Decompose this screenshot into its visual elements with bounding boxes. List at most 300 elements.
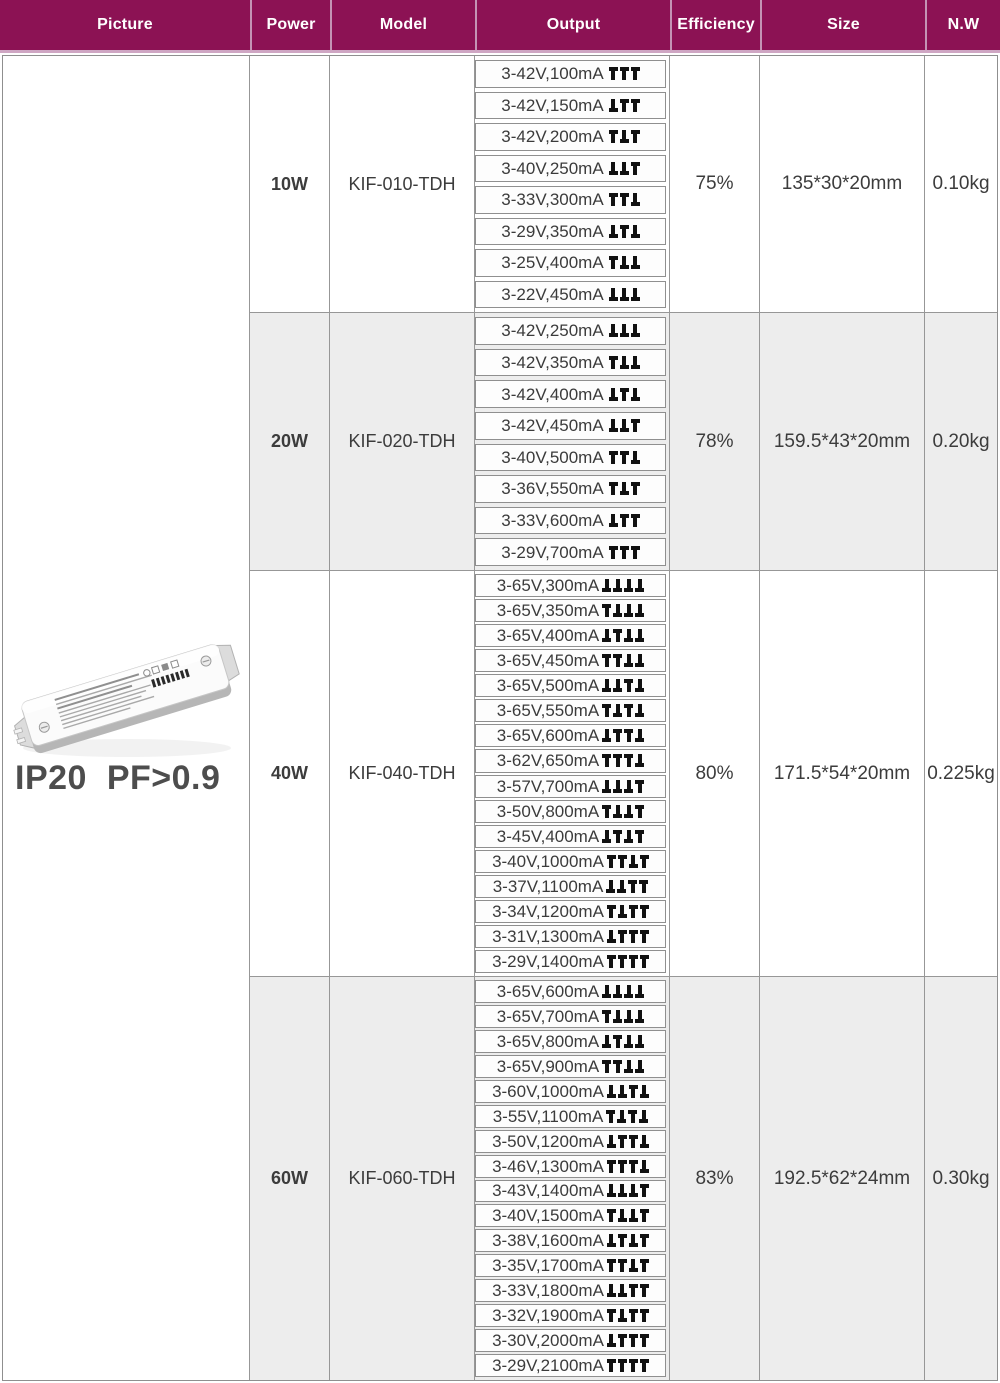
output-option xyxy=(475,980,666,1003)
output-label: 3-65V,300mA xyxy=(496,576,600,596)
output-option xyxy=(475,574,666,597)
model-cell: KIF-010-TDH xyxy=(330,56,475,313)
dip-up-icon xyxy=(618,1135,627,1148)
dip-down-icon xyxy=(620,130,629,143)
dip-up-icon xyxy=(609,130,618,143)
dip-down-icon xyxy=(607,1135,616,1148)
dip-switch-icon xyxy=(602,830,644,843)
dip-up-icon xyxy=(613,729,622,742)
power-cell: 10W xyxy=(250,56,330,313)
model-cell: KIF-020-TDH xyxy=(330,313,475,571)
output-option xyxy=(475,749,666,772)
dip-up-icon xyxy=(629,1309,638,1322)
dip-up-icon xyxy=(620,67,629,80)
dip-down-icon xyxy=(629,1259,638,1272)
dip-down-icon xyxy=(602,830,611,843)
dip-down-icon xyxy=(631,225,640,238)
dip-down-icon xyxy=(631,288,640,301)
dip-up-icon xyxy=(631,130,640,143)
dip-down-icon xyxy=(635,654,644,667)
output-label: 3-29V,700mA xyxy=(501,542,604,562)
output-option xyxy=(475,155,666,183)
dip-up-icon xyxy=(640,1234,649,1247)
efficiency-cell: 80% xyxy=(670,571,760,977)
dip-up-icon xyxy=(629,1359,638,1372)
dip-down-icon xyxy=(624,1010,633,1023)
dip-up-icon xyxy=(618,1334,627,1347)
dip-down-icon xyxy=(624,629,633,642)
dip-up-icon xyxy=(628,1110,637,1123)
nw-cell: 0.20kg xyxy=(925,313,997,571)
output-label: 3-65V,600mA xyxy=(496,726,600,746)
output-label: 3-29V,1400mA xyxy=(492,951,604,971)
dip-down-icon xyxy=(613,1010,622,1023)
dip-up-icon xyxy=(618,1359,627,1372)
dip-down-icon xyxy=(629,1234,638,1247)
dip-up-icon xyxy=(620,99,629,112)
dip-down-icon xyxy=(618,1209,627,1222)
output-option xyxy=(475,674,666,697)
output-label: 3-65V,400mA xyxy=(496,626,600,646)
output-label: 3-33V,600mA xyxy=(501,511,604,531)
output-label: 3-62V,650mA xyxy=(496,751,600,771)
dip-down-icon xyxy=(613,780,622,793)
dip-switch-icon xyxy=(602,985,644,998)
dip-switch-icon xyxy=(609,514,640,527)
dip-switch-icon xyxy=(609,451,640,464)
dip-down-icon xyxy=(606,880,615,893)
dip-up-icon xyxy=(613,1060,622,1073)
size-cell: 192.5*62*24mm xyxy=(760,977,925,1380)
dip-switch-icon xyxy=(607,1160,649,1173)
dip-down-icon xyxy=(602,579,611,592)
dip-switch-icon xyxy=(609,67,640,80)
dip-down-icon xyxy=(609,324,618,337)
output-option xyxy=(475,1354,666,1377)
output-option xyxy=(475,825,666,848)
dip-down-icon xyxy=(635,1010,644,1023)
output-label: 3-30V,2000mA xyxy=(492,1331,604,1351)
dip-down-icon xyxy=(618,905,627,918)
dip-up-icon xyxy=(631,546,640,559)
output-label: 3-65V,500mA xyxy=(496,676,600,696)
efficiency-cell: 75% xyxy=(670,56,760,313)
output-option xyxy=(475,1279,666,1302)
output-label: 3-45V,400mA xyxy=(496,826,600,846)
dip-up-icon xyxy=(635,780,644,793)
header-size: Size xyxy=(760,0,925,50)
dip-switch-icon xyxy=(607,1184,649,1197)
model-cell: KIF-060-TDH xyxy=(330,977,475,1380)
dip-up-icon xyxy=(618,930,627,943)
output-option xyxy=(475,1030,666,1053)
output-label: 3-65V,600mA xyxy=(496,981,600,1001)
dip-up-icon xyxy=(607,855,616,868)
dip-up-icon xyxy=(620,451,629,464)
header-model: Model xyxy=(330,0,475,50)
dip-up-icon xyxy=(631,99,640,112)
dip-up-icon xyxy=(609,356,618,369)
output-option xyxy=(475,900,666,923)
dip-switch-icon xyxy=(607,1209,649,1222)
dip-switch-icon xyxy=(609,130,640,143)
dip-up-icon xyxy=(624,754,633,767)
output-option xyxy=(475,1204,666,1227)
dip-up-icon xyxy=(602,654,611,667)
dip-up-icon xyxy=(609,256,618,269)
dip-up-icon xyxy=(624,679,633,692)
dip-switch-icon xyxy=(607,1359,649,1372)
output-label: 3-31V,1300mA xyxy=(492,926,604,946)
dip-up-icon xyxy=(602,754,611,767)
output-label: 3-65V,900mA xyxy=(496,1056,600,1076)
dip-up-icon xyxy=(602,805,611,818)
dip-down-icon xyxy=(613,805,622,818)
output-option xyxy=(475,1105,666,1128)
dip-up-icon xyxy=(629,955,638,968)
efficiency-cell: 78% xyxy=(670,313,760,571)
dip-up-icon xyxy=(640,955,649,968)
nw-cell: 0.10kg xyxy=(925,56,997,313)
dip-up-icon xyxy=(607,905,616,918)
dip-down-icon xyxy=(613,704,622,717)
output-label: 3-29V,2100mA xyxy=(492,1356,604,1376)
dip-up-icon xyxy=(629,1085,638,1098)
model-cell: KIF-040-TDH xyxy=(330,571,475,977)
output-option xyxy=(475,317,666,345)
output-label: 3-50V,1200mA xyxy=(492,1131,604,1151)
header-power: Power xyxy=(250,0,330,50)
dip-switch-icon xyxy=(607,1234,649,1247)
size-cell: 171.5*54*20mm xyxy=(760,571,925,977)
dip-up-icon xyxy=(620,193,629,206)
dip-up-icon xyxy=(609,451,618,464)
output-option xyxy=(475,1005,666,1028)
dip-down-icon xyxy=(620,162,629,175)
dip-down-icon xyxy=(620,324,629,337)
dip-up-icon xyxy=(618,955,627,968)
dip-down-icon xyxy=(618,1085,627,1098)
dip-up-icon xyxy=(620,546,629,559)
output-label: 3-65V,450mA xyxy=(496,651,600,671)
dip-up-icon xyxy=(631,419,640,432)
header-efficiency: Efficiency xyxy=(670,0,760,50)
dip-down-icon xyxy=(602,1035,611,1048)
dip-down-icon xyxy=(631,256,640,269)
dip-down-icon xyxy=(629,1209,638,1222)
dip-switch-icon xyxy=(609,356,640,369)
dip-down-icon xyxy=(617,1110,626,1123)
dip-down-icon xyxy=(609,388,618,401)
dip-switch-icon xyxy=(609,288,640,301)
dip-down-icon xyxy=(640,1135,649,1148)
dip-switch-icon xyxy=(602,654,644,667)
dip-down-icon xyxy=(624,654,633,667)
dip-up-icon xyxy=(640,930,649,943)
dip-down-icon xyxy=(635,985,644,998)
picture-cell xyxy=(3,56,250,1380)
dip-up-icon xyxy=(631,162,640,175)
dip-up-icon xyxy=(618,855,627,868)
output-label: 3-42V,250mA xyxy=(501,321,604,341)
dip-up-icon xyxy=(640,1284,649,1297)
output-option xyxy=(475,538,666,566)
dip-switch-icon xyxy=(602,579,644,592)
output-option xyxy=(475,249,666,277)
output-label: 3-50V,800mA xyxy=(496,801,600,821)
output-label: 3-34V,1200mA xyxy=(492,901,604,921)
dip-down-icon xyxy=(607,1284,616,1297)
dip-down-icon xyxy=(602,629,611,642)
dip-switch-icon xyxy=(607,1309,649,1322)
size-cell: 159.5*43*20mm xyxy=(760,313,925,571)
output-label: 3-40V,1000mA xyxy=(492,851,604,871)
dip-switch-icon xyxy=(602,780,644,793)
dip-down-icon xyxy=(609,99,618,112)
dip-down-icon xyxy=(624,604,633,617)
ip-rating-caption: IP20 PF>0.9 xyxy=(15,759,221,797)
output-label: 3-42V,350mA xyxy=(501,352,604,372)
dip-up-icon xyxy=(607,1359,616,1372)
dip-up-icon xyxy=(629,905,638,918)
output-label: 3-22V,450mA xyxy=(501,284,604,304)
output-label: 3-40V,1500mA xyxy=(492,1206,604,1226)
dip-down-icon xyxy=(602,679,611,692)
output-option xyxy=(475,281,666,309)
dip-switch-icon xyxy=(602,1035,644,1048)
dip-down-icon xyxy=(620,256,629,269)
dip-down-icon xyxy=(624,1035,633,1048)
output-option xyxy=(475,1254,666,1277)
dip-down-icon xyxy=(635,1035,644,1048)
dip-switch-icon xyxy=(607,1135,649,1148)
dip-down-icon xyxy=(624,579,633,592)
dip-up-icon xyxy=(618,1234,627,1247)
output-label: 3-32V,1900mA xyxy=(492,1306,604,1326)
output-option xyxy=(475,1180,666,1203)
output-option xyxy=(475,1329,666,1352)
dip-up-icon xyxy=(613,830,622,843)
dip-switch-icon xyxy=(602,805,644,818)
dip-down-icon xyxy=(631,451,640,464)
dip-down-icon xyxy=(635,604,644,617)
dip-down-icon xyxy=(629,1184,638,1197)
output-option xyxy=(475,412,666,440)
output-label: 3-37V,1100mA xyxy=(492,876,604,896)
dip-down-icon xyxy=(631,193,640,206)
dip-down-icon xyxy=(607,1234,616,1247)
nw-cell: 0.225kg xyxy=(925,571,997,977)
output-label: 3-40V,500mA xyxy=(501,447,604,467)
dip-up-icon xyxy=(629,1284,638,1297)
dip-up-icon xyxy=(618,1160,627,1173)
header-nw: N.W xyxy=(925,0,1000,50)
dip-down-icon xyxy=(607,1334,616,1347)
dip-up-icon xyxy=(624,729,633,742)
output-label: 3-65V,350mA xyxy=(496,601,600,621)
dip-down-icon xyxy=(609,162,618,175)
dip-up-icon xyxy=(613,629,622,642)
dip-up-icon xyxy=(640,1309,649,1322)
dip-switch-icon xyxy=(607,1259,649,1272)
dip-down-icon xyxy=(635,1060,644,1073)
dip-switch-icon xyxy=(609,482,640,495)
dip-up-icon xyxy=(635,830,644,843)
dip-up-icon xyxy=(620,225,629,238)
output-option xyxy=(475,850,666,873)
dip-up-icon xyxy=(629,1135,638,1148)
dip-up-icon xyxy=(629,1334,638,1347)
dip-up-icon xyxy=(618,1259,627,1272)
dip-down-icon xyxy=(618,1309,627,1322)
output-cell xyxy=(475,313,670,571)
dip-switch-icon xyxy=(607,930,649,943)
output-label: 3-42V,100mA xyxy=(501,64,604,84)
output-option xyxy=(475,775,666,798)
dip-up-icon xyxy=(629,1160,638,1173)
dip-switch-icon xyxy=(609,225,640,238)
dip-up-icon xyxy=(607,1259,616,1272)
dip-down-icon xyxy=(635,704,644,717)
dip-down-icon xyxy=(624,830,633,843)
dip-switch-icon xyxy=(602,704,644,717)
dip-switch-icon xyxy=(609,162,640,175)
output-option xyxy=(475,699,666,722)
dip-switch-icon xyxy=(607,1284,649,1297)
dip-down-icon xyxy=(635,729,644,742)
dip-up-icon xyxy=(620,388,629,401)
dip-up-icon xyxy=(640,1359,649,1372)
output-option xyxy=(475,444,666,472)
output-cell xyxy=(475,56,670,313)
dip-down-icon xyxy=(620,419,629,432)
dip-up-icon xyxy=(602,1060,611,1073)
output-label: 3-36V,550mA xyxy=(501,479,604,499)
output-label: 3-42V,400mA xyxy=(501,384,604,404)
nw-cell: 0.30kg xyxy=(925,977,997,1380)
output-label: 3-46V,1300mA xyxy=(492,1156,604,1176)
output-label: 3-40V,250mA xyxy=(501,158,604,178)
output-option xyxy=(475,624,666,647)
dip-up-icon xyxy=(631,514,640,527)
dip-switch-icon xyxy=(609,388,640,401)
dip-down-icon xyxy=(613,579,622,592)
dip-down-icon xyxy=(635,679,644,692)
output-label: 3-42V,200mA xyxy=(501,127,604,147)
dip-down-icon xyxy=(635,629,644,642)
output-option xyxy=(475,1229,666,1252)
dip-down-icon xyxy=(640,1085,649,1098)
dip-up-icon xyxy=(609,193,618,206)
dip-up-icon xyxy=(635,805,644,818)
dip-up-icon xyxy=(613,1035,622,1048)
dip-switch-icon xyxy=(607,1085,649,1098)
output-option xyxy=(475,649,666,672)
output-option xyxy=(475,1055,666,1078)
dip-switch-icon xyxy=(602,1060,644,1073)
efficiency-cell: 83% xyxy=(670,977,760,1380)
product-image xyxy=(7,612,245,782)
dip-up-icon xyxy=(640,1334,649,1347)
dip-switch-icon xyxy=(609,99,640,112)
dip-switch-icon xyxy=(609,419,640,432)
output-label: 3-55V,1100mA xyxy=(492,1106,604,1126)
output-option xyxy=(475,724,666,747)
dip-up-icon xyxy=(624,704,633,717)
dip-down-icon xyxy=(607,1184,616,1197)
dip-up-icon xyxy=(640,1209,649,1222)
dip-down-icon xyxy=(609,514,618,527)
dip-down-icon xyxy=(618,1184,627,1197)
header-output: Output xyxy=(475,0,670,50)
dip-up-icon xyxy=(607,955,616,968)
dip-down-icon xyxy=(624,985,633,998)
output-option xyxy=(475,507,666,535)
dip-up-icon xyxy=(631,482,640,495)
output-label: 3-43V,1400mA xyxy=(492,1181,604,1201)
dip-down-icon xyxy=(607,930,616,943)
dip-down-icon xyxy=(607,1085,616,1098)
output-option xyxy=(475,1304,666,1327)
dip-up-icon xyxy=(631,67,640,80)
output-cell xyxy=(475,571,670,977)
output-option xyxy=(475,475,666,503)
output-option xyxy=(475,950,666,973)
dip-down-icon xyxy=(613,679,622,692)
dip-down-icon xyxy=(613,985,622,998)
dip-switch-icon xyxy=(602,604,644,617)
dip-up-icon xyxy=(606,1110,615,1123)
dip-down-icon xyxy=(639,1110,648,1123)
output-label: 3-42V,450mA xyxy=(501,416,604,436)
output-label: 3-33V,300mA xyxy=(501,190,604,210)
dip-down-icon xyxy=(617,880,626,893)
dip-up-icon xyxy=(609,67,618,80)
dip-up-icon xyxy=(629,930,638,943)
dip-up-icon xyxy=(639,880,648,893)
output-label: 3-65V,700mA xyxy=(496,1006,600,1026)
dip-down-icon xyxy=(635,579,644,592)
dip-switch-icon xyxy=(606,880,648,893)
dip-down-icon xyxy=(620,482,629,495)
header-picture: Picture xyxy=(97,16,153,33)
output-option xyxy=(475,218,666,246)
dip-down-icon xyxy=(602,729,611,742)
dip-switch-icon xyxy=(609,546,640,559)
dip-switch-icon xyxy=(606,1110,648,1123)
table-body xyxy=(2,55,998,1381)
output-option xyxy=(475,875,666,898)
dip-down-icon xyxy=(618,1284,627,1297)
dip-switch-icon xyxy=(602,679,644,692)
dip-up-icon xyxy=(609,482,618,495)
dip-down-icon xyxy=(602,985,611,998)
dip-up-icon xyxy=(602,604,611,617)
dip-up-icon xyxy=(602,704,611,717)
power-cell: 20W xyxy=(250,313,330,571)
table-header xyxy=(0,0,1000,53)
output-label: 3-57V,700mA xyxy=(496,776,600,796)
dip-switch-icon xyxy=(602,729,644,742)
dip-up-icon xyxy=(607,1209,616,1222)
dip-switch-icon xyxy=(602,629,644,642)
dip-down-icon xyxy=(624,1060,633,1073)
dip-up-icon xyxy=(607,1309,616,1322)
dip-down-icon xyxy=(624,805,633,818)
output-option xyxy=(475,349,666,377)
dip-down-icon xyxy=(631,388,640,401)
dip-switch-icon xyxy=(609,256,640,269)
